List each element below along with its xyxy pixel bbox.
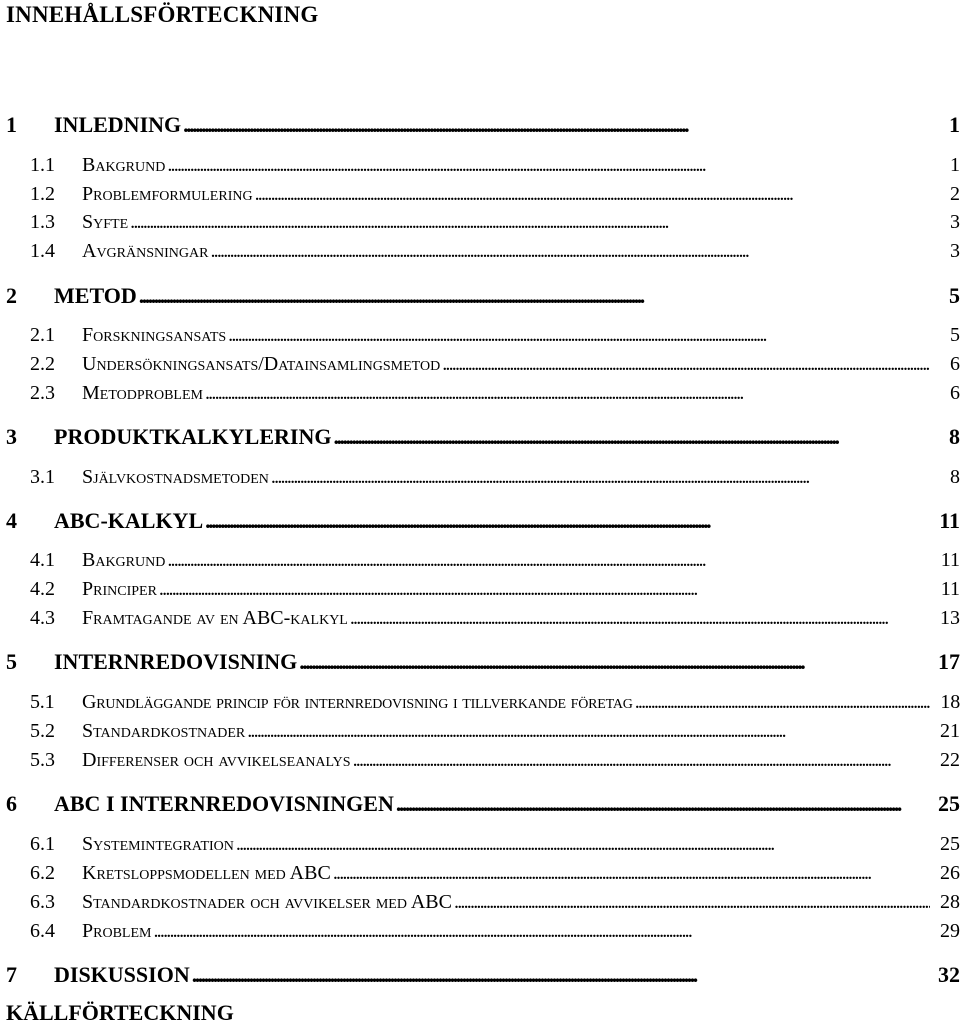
- toc-entry-title: Systemintegration: [82, 833, 234, 855]
- dot-leader: [205, 382, 930, 405]
- toc-entry-title: Undersökningsansats/Datainsamlingsmetod: [82, 353, 441, 375]
- toc-entry-page-number: 17: [938, 649, 960, 674]
- toc-entry-number: 2.2: [30, 353, 55, 375]
- toc-entry-number: 6.4: [30, 920, 55, 942]
- dot-leader: [255, 183, 930, 206]
- toc-section-entry[interactable]: [6, 691, 960, 714]
- toc-entry-number: 2.1: [30, 324, 55, 346]
- toc-entry-page-number: 1: [949, 112, 960, 137]
- toc-section-entry[interactable]: [6, 183, 960, 206]
- toc-entry-number: 4.3: [30, 607, 55, 629]
- toc-entry-page-number: 13: [940, 607, 960, 629]
- toc-entry-number: 1.1: [30, 154, 55, 176]
- toc-section-entry[interactable]: [6, 353, 960, 376]
- dot-leader: [139, 283, 928, 309]
- toc-entry-title: Forskningsansats: [82, 324, 227, 346]
- toc-entry-title: METOD: [54, 283, 137, 308]
- toc-entry-page-number: 25: [938, 791, 960, 816]
- toc-entry-number: 3: [6, 424, 17, 449]
- toc-section-entry[interactable]: [6, 749, 960, 772]
- toc-chapter-entry[interactable]: [6, 112, 960, 138]
- back-matter-heading: KÄLLFÖRTECKNING: [6, 1000, 234, 1025]
- toc-entry-page-number: 26: [940, 862, 960, 884]
- toc-entry-number: 1: [6, 112, 17, 137]
- toc-entry-number: 5.3: [30, 749, 55, 771]
- toc-entry-title: INTERNREDOVISNING: [54, 649, 298, 674]
- toc-entry-number: 4.1: [30, 549, 55, 571]
- toc-section-entry[interactable]: [6, 891, 960, 914]
- toc-entry-page-number: 5: [950, 324, 960, 346]
- dot-leader: [153, 920, 930, 943]
- toc-chapter-entry[interactable]: [6, 424, 960, 450]
- toc-entry-number: 6.2: [30, 862, 55, 884]
- toc-entry-title: ABC I INTERNREDOVISNINGEN: [54, 791, 394, 816]
- dot-leader: [333, 424, 928, 450]
- toc-section-entry[interactable]: [6, 920, 960, 943]
- toc-entry-title: Grundläggande princip för internredovisning i tillverkande företag: [82, 691, 633, 713]
- toc-entry-title: Framtagande av en ABC-kalkyl: [82, 607, 348, 629]
- dot-leader: [228, 324, 930, 347]
- toc-entry-page-number: 5: [949, 283, 960, 308]
- toc-entry-page-number: 22: [940, 749, 960, 771]
- toc-entry-title: PRODUKTKALKYLERING: [54, 424, 332, 449]
- toc-section-entry[interactable]: [6, 720, 960, 743]
- dot-leader: [635, 691, 930, 714]
- toc-entry-page-number: 11: [940, 549, 960, 571]
- toc-entry-number: 3.1: [30, 466, 55, 488]
- dot-leader: [159, 578, 930, 601]
- toc-entry-title: INLEDNING: [54, 112, 182, 137]
- dot-leader: [442, 353, 930, 376]
- toc-entry-number: 1.4: [30, 240, 55, 262]
- dot-leader: [130, 211, 930, 234]
- toc-entry-page-number: 6: [950, 353, 960, 375]
- toc-section-entry[interactable]: [6, 549, 960, 572]
- page-title: INNEHÅLLSFÖRTECKNING: [6, 2, 319, 27]
- toc-entry-title: Syfte: [82, 211, 129, 233]
- toc-entry-title: ABC-KALKYL: [54, 508, 204, 533]
- toc-chapter-entry[interactable]: [6, 508, 960, 534]
- toc-section-entry[interactable]: [6, 240, 960, 263]
- dot-leader: [350, 607, 930, 630]
- toc-entry-title: Självkostnadsmetoden: [82, 466, 269, 488]
- toc-section-entry[interactable]: [6, 382, 960, 405]
- toc-entry-number: 5.1: [30, 691, 55, 713]
- dot-leader: [353, 749, 930, 772]
- toc-entry-page-number: 3: [950, 211, 960, 233]
- toc-chapter-entry[interactable]: [6, 283, 960, 309]
- dot-leader: [247, 720, 930, 743]
- toc-entry-number: 2.3: [30, 382, 55, 404]
- toc-entry-page-number: 3: [950, 240, 960, 262]
- toc-entry-title: Principer: [82, 578, 157, 600]
- toc-entry-title: Bakgrund: [82, 154, 166, 176]
- toc-section-entry[interactable]: [6, 466, 960, 489]
- toc-section-entry[interactable]: [6, 607, 960, 630]
- toc-entry-number: 6.3: [30, 891, 55, 913]
- toc-entry-number: 6: [6, 791, 17, 816]
- toc-entry-title: DISKUSSION: [54, 962, 190, 987]
- dot-leader: [271, 466, 930, 489]
- dot-leader: [396, 791, 928, 817]
- dot-leader: [454, 891, 930, 914]
- toc-entry-title: Avgränsningar: [82, 240, 209, 262]
- toc-entry-number: 1.2: [30, 183, 55, 205]
- dot-leader: [236, 833, 930, 856]
- toc-chapter-entry[interactable]: [6, 791, 960, 817]
- toc-entry-page-number: 11: [940, 578, 960, 600]
- toc-entry-page-number: 8: [949, 424, 960, 449]
- toc-entry-page-number: 8: [950, 466, 960, 488]
- toc-entry-page-number: 1: [950, 154, 960, 176]
- dot-leader: [167, 549, 930, 572]
- toc-entry-title: Differenser och avvikelseanalys: [82, 749, 351, 771]
- toc-entry-number: 1.3: [30, 211, 55, 233]
- toc-section-entry[interactable]: [6, 833, 960, 856]
- toc-entry-title: Bakgrund: [82, 549, 166, 571]
- toc-section-entry[interactable]: [6, 862, 960, 885]
- toc-entry-number: 5.2: [30, 720, 55, 742]
- dot-leader: [167, 154, 930, 177]
- toc-entry-page-number: 11: [939, 508, 960, 533]
- toc-entry-page-number: 32: [938, 962, 960, 987]
- dot-leader: [183, 112, 928, 138]
- toc-entry-page-number: 21: [940, 720, 960, 742]
- toc-section-entry[interactable]: [6, 211, 960, 234]
- toc-entry-page-number: 6: [950, 382, 960, 404]
- toc-entry-title: Standardkostnader och avvikelser med ABC: [82, 891, 452, 913]
- dot-leader: [333, 862, 930, 885]
- toc-entry-number: 5: [6, 649, 17, 674]
- toc-entry-number: 7: [6, 962, 17, 987]
- toc-section-entry[interactable]: [6, 578, 960, 601]
- toc-section-entry[interactable]: [6, 154, 960, 177]
- dot-leader: [205, 508, 928, 534]
- toc-entry-title: Kretsloppsmodellen med ABC: [82, 862, 331, 884]
- toc-entry-number: 6.1: [30, 833, 55, 855]
- toc-entry-page-number: 18: [940, 691, 960, 713]
- toc-entry-title: Metodproblem: [82, 382, 203, 404]
- toc-entry-page-number: 29: [940, 920, 960, 942]
- toc-entry-number: 4.2: [30, 578, 55, 600]
- toc-section-entry[interactable]: [6, 324, 960, 347]
- toc-entry-title: Problem: [82, 920, 152, 942]
- toc-entry-number: 4: [6, 508, 17, 533]
- toc-entry-title: Standardkostnader: [82, 720, 246, 742]
- toc-entry-page-number: 2: [950, 183, 960, 205]
- toc-chapter-entry[interactable]: [6, 962, 960, 988]
- toc-entry-page-number: 25: [940, 833, 960, 855]
- dot-leader: [210, 240, 930, 263]
- toc-chapter-entry[interactable]: [6, 649, 960, 675]
- toc-entry-title: Problemformulering: [82, 183, 253, 205]
- toc-entry-page-number: 28: [940, 891, 960, 913]
- dot-leader: [192, 962, 928, 988]
- dot-leader: [299, 649, 928, 675]
- toc-entry-number: 2: [6, 283, 17, 308]
